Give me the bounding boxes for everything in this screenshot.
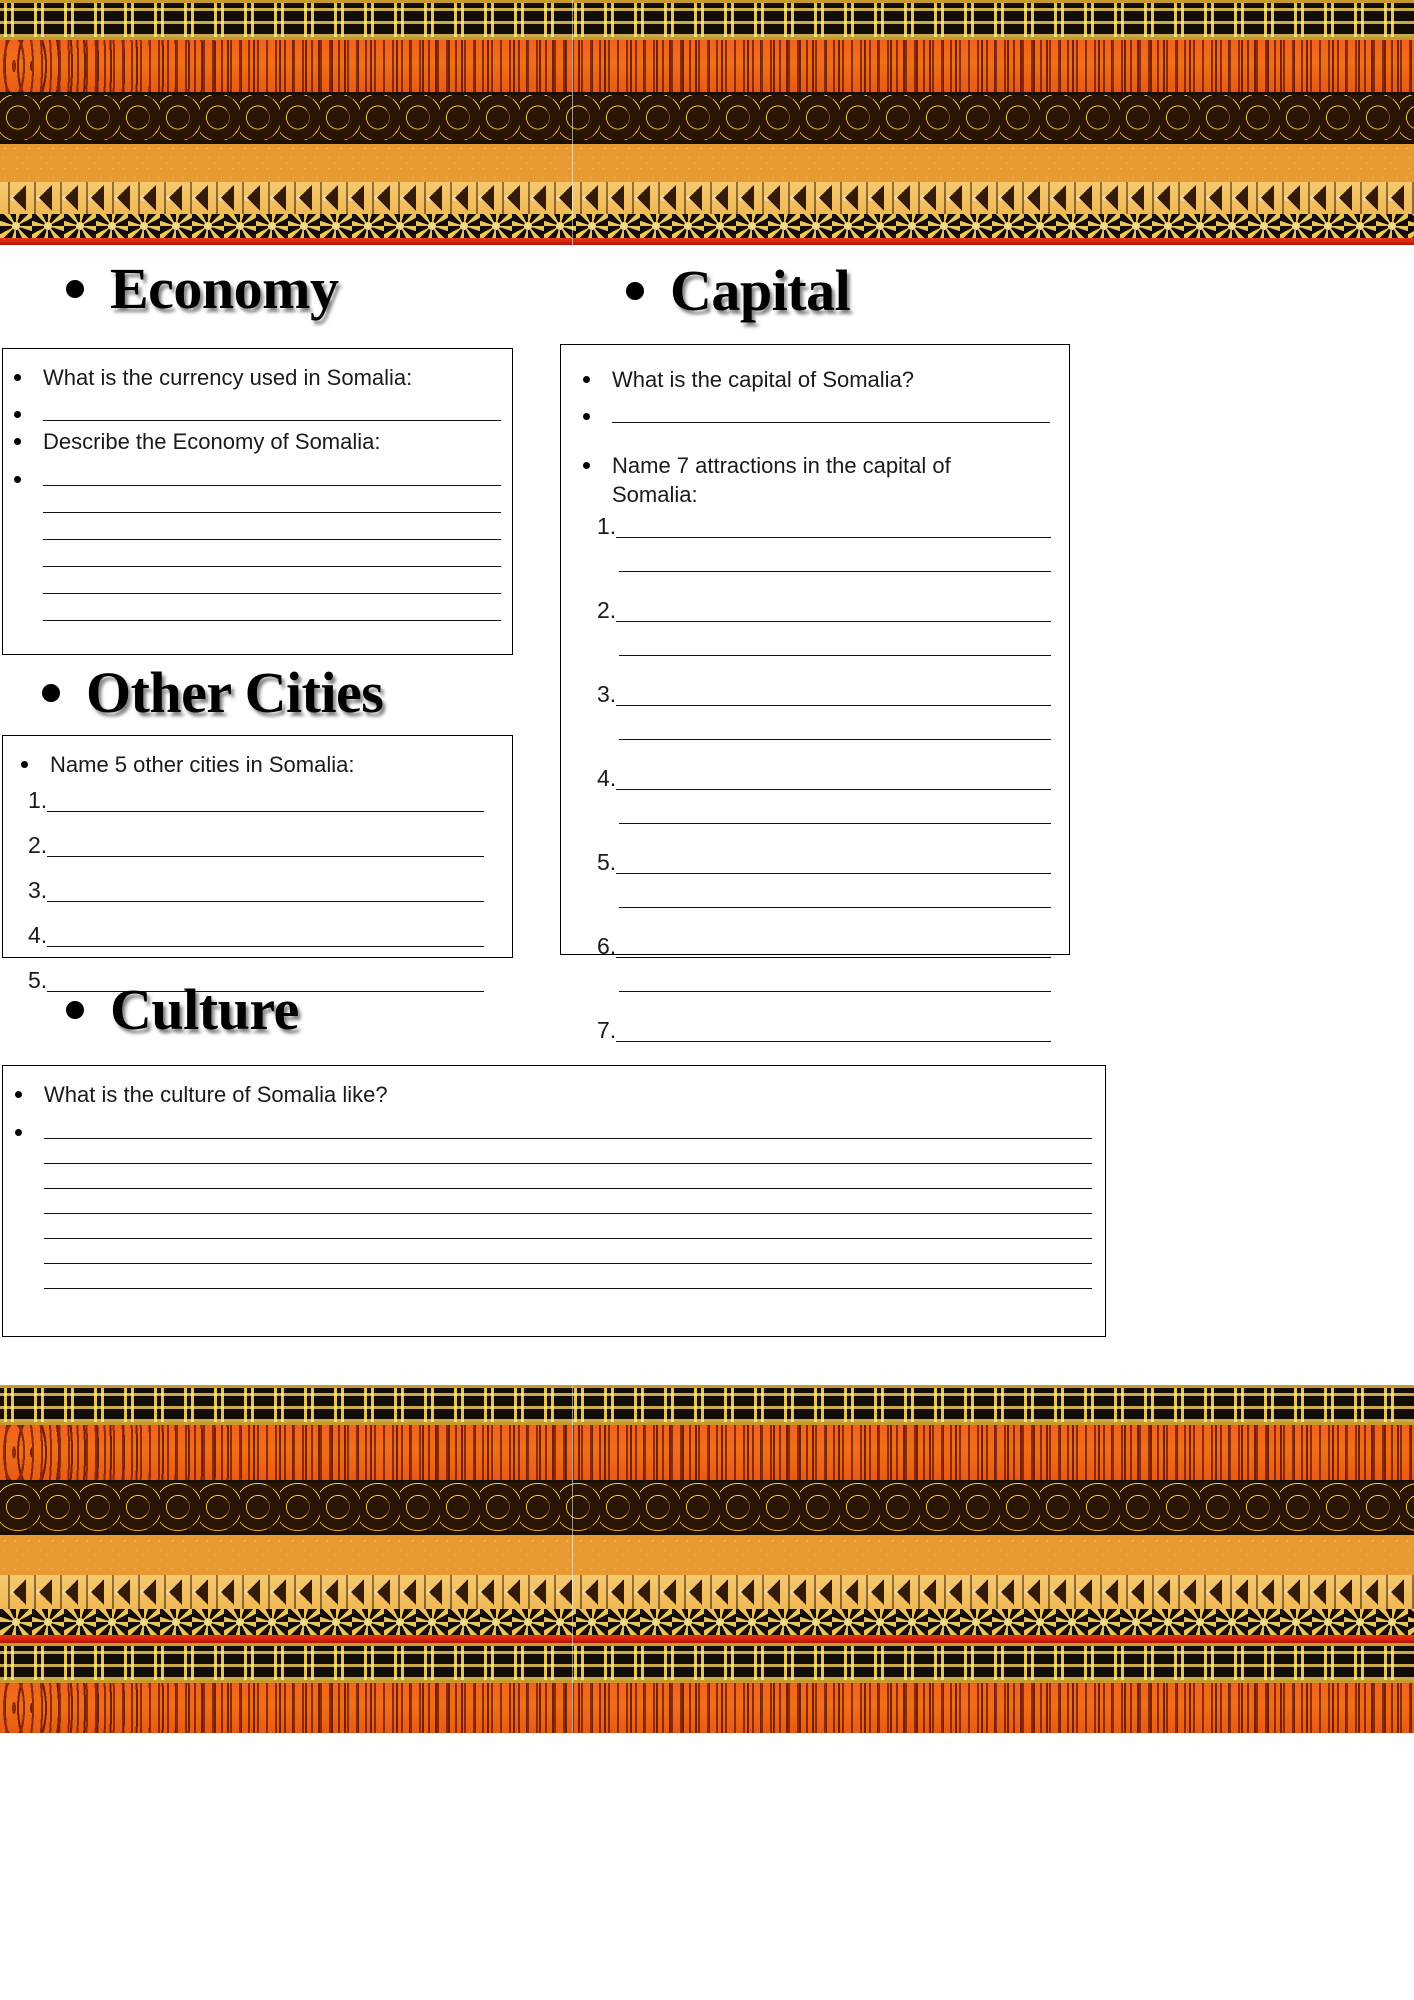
culture-question — [15, 1080, 1095, 1109]
economy-heading-text: Economy — [110, 256, 339, 321]
bullet-icon — [21, 761, 28, 768]
bullet-icon — [583, 462, 590, 469]
border-band-spirals — [0, 1483, 1414, 1531]
list-item[interactable] — [28, 924, 484, 947]
bullet-icon — [15, 1129, 22, 1136]
border-band-greek-key — [0, 0, 1414, 40]
list-item[interactable] — [597, 1019, 1051, 1042]
pattern-seam — [572, 0, 573, 245]
border-band-greek-key — [0, 1643, 1414, 1683]
economy-question-currency-text: What is the currency used in Somalia: — [43, 365, 413, 390]
list-item-continuation[interactable] — [597, 571, 1051, 572]
bullet-icon — [583, 376, 590, 383]
border-band-hooks — [0, 144, 1414, 182]
answer-line[interactable] — [616, 537, 1051, 538]
capital-question-attractions — [583, 451, 1051, 509]
border-band-diamonds — [0, 1575, 1414, 1609]
border-band-arrows — [0, 40, 1414, 92]
bullet-icon — [14, 411, 21, 418]
other-cities-answer-box — [2, 735, 513, 994]
list-item-number: 1. — [597, 513, 617, 540]
list-item[interactable] — [597, 683, 1051, 706]
bottom-decorative-border — [0, 1385, 1414, 2000]
answer-line[interactable] — [47, 946, 484, 947]
border-band-greek-key — [0, 1385, 1414, 1425]
answer-line[interactable] — [47, 856, 484, 857]
bullet-icon — [626, 282, 644, 300]
list-item-number: 1. — [28, 787, 48, 814]
culture-heading — [66, 977, 299, 1042]
capital-answer-box — [560, 344, 1070, 1044]
list-item-number: 3. — [597, 681, 617, 708]
border-band-stars — [0, 214, 1414, 238]
answer-line[interactable] — [616, 873, 1051, 874]
answer-line[interactable] — [616, 957, 1051, 958]
border-band-spirals — [0, 95, 1414, 140]
capital-question-city-text: What is the capital of Somalia? — [612, 367, 915, 392]
economy-question-describe-text: Describe the Economy of Somalia: — [43, 429, 381, 455]
answer-line[interactable] — [43, 620, 501, 621]
border-band-arrows — [0, 1425, 1414, 1480]
culture-answer-box — [2, 1065, 1106, 1337]
answer-line[interactable] — [47, 811, 484, 812]
economy-heading — [66, 256, 339, 321]
other-cities-heading — [42, 660, 384, 725]
border-band-arrows — [0, 1683, 1414, 1733]
economy-describe-answer-block[interactable] — [14, 465, 501, 621]
answer-line[interactable] — [619, 907, 1051, 908]
answer-line[interactable] — [612, 422, 1050, 423]
list-item-continuation[interactable] — [597, 655, 1051, 656]
other-cities-heading-text: Other Cities — [86, 660, 384, 725]
list-item[interactable] — [597, 935, 1051, 958]
bullet-icon — [15, 1091, 22, 1098]
answer-line[interactable] — [616, 789, 1051, 790]
list-item[interactable] — [28, 879, 484, 902]
bullet-icon — [14, 476, 21, 483]
answer-line[interactable] — [43, 566, 501, 567]
list-item-number: 7. — [597, 1017, 617, 1044]
culture-question-text: What is the culture of Somalia like? — [44, 1082, 388, 1107]
top-decorative-border — [0, 0, 1414, 245]
answer-line[interactable] — [44, 1263, 1092, 1264]
answer-line[interactable] — [44, 1288, 1092, 1289]
list-item-continuation[interactable] — [597, 907, 1051, 908]
border-band-hooks — [0, 1535, 1414, 1575]
answer-line[interactable] — [43, 420, 501, 421]
list-item-number: 5. — [28, 967, 48, 994]
bullet-icon — [42, 684, 60, 702]
economy-answer-box — [2, 348, 513, 655]
list-item-number: 5. — [597, 849, 617, 876]
list-item-continuation[interactable] — [597, 823, 1051, 824]
answer-line[interactable] — [44, 1163, 1092, 1164]
answer-line[interactable] — [43, 512, 501, 513]
list-item-continuation[interactable] — [597, 991, 1051, 992]
bullet-icon — [14, 374, 21, 381]
answer-line[interactable] — [43, 539, 501, 540]
pattern-seam — [572, 1385, 573, 2000]
list-item-number: 3. — [28, 877, 48, 904]
answer-line[interactable] — [619, 571, 1051, 572]
answer-line[interactable] — [44, 1238, 1092, 1239]
list-item[interactable] — [28, 834, 484, 857]
answer-line[interactable] — [616, 621, 1051, 622]
answer-line[interactable] — [619, 991, 1051, 992]
answer-line[interactable] — [619, 655, 1051, 656]
culture-heading-text: Culture — [110, 977, 299, 1042]
bullet-icon — [66, 280, 84, 298]
economy-currency-answer-row[interactable] — [14, 400, 501, 421]
economy-question-currency — [14, 363, 501, 392]
list-item-number: 4. — [28, 922, 48, 949]
culture-answer-block[interactable] — [15, 1118, 1095, 1289]
border-band-red — [0, 238, 1414, 245]
list-item-number: 4. — [597, 765, 617, 792]
economy-question-describe — [14, 427, 501, 456]
answer-line[interactable] — [47, 901, 484, 902]
list-item[interactable] — [28, 789, 484, 812]
list-item-number: 2. — [597, 597, 617, 624]
answer-line[interactable] — [43, 593, 501, 594]
list-item-number: 2. — [28, 832, 48, 859]
answer-line[interactable] — [44, 1213, 1092, 1214]
border-band-diamonds — [0, 182, 1414, 214]
answer-line[interactable] — [43, 485, 501, 486]
answer-line[interactable] — [619, 823, 1051, 824]
other-cities-list — [28, 789, 484, 992]
capital-heading-text: Capital — [670, 258, 851, 323]
answer-line[interactable] — [619, 739, 1051, 740]
capital-question-city — [583, 365, 1051, 394]
list-item[interactable] — [597, 851, 1051, 874]
border-band-stars — [0, 1609, 1414, 1635]
other-cities-question — [21, 750, 484, 779]
answer-line[interactable] — [616, 705, 1051, 706]
capital-city-answer-row[interactable] — [583, 402, 1051, 423]
answer-line[interactable] — [44, 1188, 1092, 1189]
answer-line[interactable] — [44, 1138, 1092, 1139]
bullet-icon — [583, 413, 590, 420]
capital-question-attractions-text: Name 7 attractions in the capital of Somalia: — [612, 453, 951, 508]
list-item[interactable] — [597, 767, 1051, 790]
other-cities-question-text: Name 5 other cities in Somalia: — [50, 752, 355, 777]
capital-attractions-list — [597, 515, 1051, 1042]
list-item[interactable] — [597, 599, 1051, 622]
list-item-continuation[interactable] — [597, 739, 1051, 740]
border-band-red — [0, 1635, 1414, 1643]
list-item-number: 6. — [597, 933, 617, 960]
capital-heading — [626, 258, 851, 323]
list-item[interactable] — [597, 515, 1051, 538]
bullet-icon — [14, 438, 21, 445]
bullet-icon — [66, 1001, 84, 1019]
answer-line[interactable] — [616, 1041, 1051, 1042]
